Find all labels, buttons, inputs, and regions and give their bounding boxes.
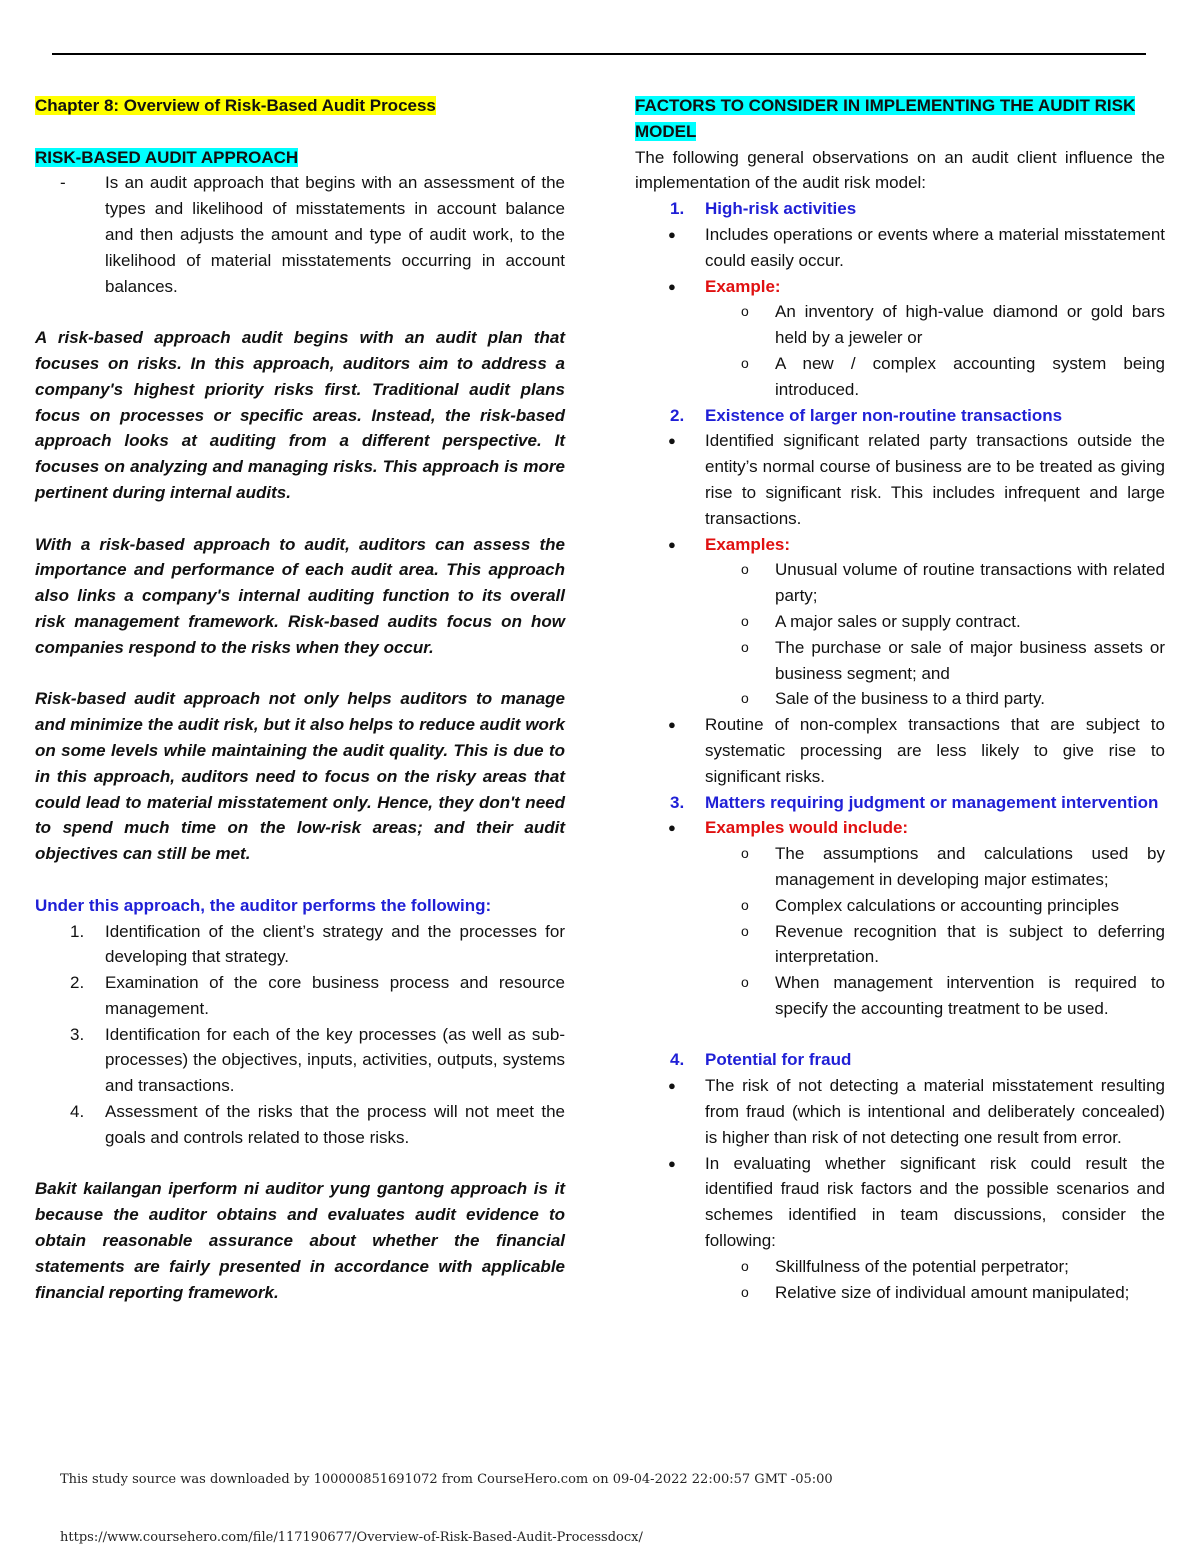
bullet-text: Includes operations or events where a material misstatement could easily occur.	[705, 224, 1165, 270]
circle-bullet-icon: o	[741, 561, 749, 578]
bullet-icon: ●	[668, 820, 676, 836]
bullet-icon: ●	[668, 226, 676, 242]
sub-bullet-item	[635, 970, 1165, 1022]
paragraph-risk-based-intro: A risk-based approach audit begins with an audit plan that focuses on risks. In this approach, auditors aim to address a company's highest priority risks first. Traditional audit plans focus on processes or specific areas. Instead, the risk-based approach looks at auditing from a different perspective. It focuses on analyzing and managing risks. This approach is more pertinent during internal audits.	[35, 328, 565, 502]
list-item	[35, 919, 565, 971]
bullet-item	[635, 815, 1165, 841]
sub-bullet-item	[635, 299, 1165, 351]
factor-title: Potential for fraud	[705, 1050, 852, 1070]
sub-bullet-item	[635, 841, 1165, 893]
paragraph-risk-based-benefits: Risk-based audit approach not only helps auditors to manage and minimize the audit risk, but it also helps to reduce audit work on some levels while maintaining the audit quality. This is due to in this approach, auditors need to focus on the risky areas that could lead to material misstatement only. Hence, they don't need to spend much time on the low-risk areas; and their audit objectives can still be met.	[35, 689, 565, 864]
sub-bullet-text: The assumptions and calculations used by management in developing major estimates;	[775, 844, 1165, 889]
sub-bullet-text: Sale of the business to a third party.	[775, 689, 1045, 709]
bullet-text: The risk of not detecting a material misstatement resulting from fraud (which is intentional and deliberately concealed) is higher than risk of not detecting one result from error.	[705, 1076, 1165, 1147]
factors-intro: The following general observations on an audit client influence the implementation of the audit risk model:	[635, 147, 1165, 193]
list-item-text: Identification of the client’s strategy and the processes for developing that strategy.	[105, 921, 565, 967]
chapter-title: Chapter 8: Overview of Risk-Based Audit Process	[35, 96, 436, 115]
sub-bullet-text: An inventory of high-value diamond or gold bars held by a jeweler or	[775, 302, 1165, 348]
circle-bullet-icon: o	[741, 1283, 749, 1300]
bullet-icon: ●	[668, 717, 676, 733]
bullet-icon: ●	[668, 1078, 676, 1094]
circle-bullet-icon: o	[741, 845, 749, 862]
bullet-text: Identified significant related party transactions outside the entity’s normal course of business are to be treated as giving rise to significant risk. This includes infrequent and large transactions.	[705, 431, 1165, 528]
factor-number: 4.	[670, 1050, 685, 1070]
bullet-item	[635, 222, 1165, 274]
circle-bullet-icon: o	[741, 1257, 749, 1274]
factors-heading: FACTORS TO CONSIDER IN IMPLEMENTING THE AUDIT RISK MODEL	[635, 96, 1136, 141]
left-column	[35, 93, 565, 1305]
source-url-link[interactable]: https://www.coursehero.com/file/117190677/Overview-of-Risk-Based-Audit-Processdocx/	[60, 1530, 643, 1545]
circle-bullet-icon: o	[741, 612, 749, 629]
definition-text: Is an audit approach that begins with an assessment of the types and likelihood of misstatements in account balance and then adjusts the amount and type of audit work, to the likelihood of material misstatements occurring in account balances.	[105, 173, 565, 296]
sub-bullet-text: Revenue recognition that is subject to deferring interpretation.	[775, 921, 1165, 967]
list-item-text: Assessment of the risks that the process will not meet the goals and controls related to those risks.	[105, 1102, 565, 1147]
factor-title: High-risk activities	[705, 199, 857, 219]
sub-bullet-text: Skillfulness of the potential perpetrator;	[775, 1256, 1069, 1276]
definition-item	[35, 170, 565, 299]
sub-bullet-item	[635, 1254, 1165, 1280]
sub-bullet-item	[635, 609, 1165, 635]
bullet-item	[635, 274, 1165, 300]
circle-bullet-icon: o	[741, 303, 749, 320]
factor-number: 3.	[670, 792, 685, 812]
sub-bullet-item	[635, 351, 1165, 403]
list-number: 3.	[70, 1024, 85, 1044]
sub-bullet-text: The purchase or sale of major business assets or business segment; and	[775, 637, 1165, 683]
sub-bullet-item	[635, 893, 1165, 919]
sub-bullet-text: Complex calculations or accounting principles	[775, 895, 1119, 915]
steps-heading: Under this approach, the auditor performs the following:	[35, 895, 492, 915]
bullet-icon: ●	[668, 1155, 676, 1171]
factor-title: Existence of larger non-routine transactions	[705, 405, 1063, 425]
sub-bullet-item	[635, 686, 1165, 712]
circle-bullet-icon: o	[741, 690, 749, 707]
dash-marker: -	[60, 173, 66, 193]
bullet-item	[635, 1073, 1165, 1150]
list-item	[35, 970, 565, 1022]
example-label: Examples would include:	[705, 818, 909, 838]
sub-bullet-text: A major sales or supply contract.	[775, 611, 1021, 631]
right-column	[635, 93, 1165, 1305]
list-item-text: Identification for each of the key processes (as well as sub-processes) the objectives, inputs, activities, outputs, systems and transactions.	[105, 1024, 565, 1096]
sub-bullet-item	[635, 1280, 1165, 1306]
section-title: RISK-BASED AUDIT APPROACH	[35, 147, 299, 167]
list-item	[35, 1022, 565, 1099]
bullet-icon: ●	[668, 536, 676, 552]
sub-bullet-item	[635, 635, 1165, 687]
list-number: 2.	[70, 973, 85, 993]
bullet-item	[635, 428, 1165, 531]
list-number: 4.	[70, 1102, 85, 1122]
circle-bullet-icon: o	[741, 354, 749, 371]
download-source-note: This study source was downloaded by 100000851691072 from CourseHero.com on 09-04-2022 22:00:57 GMT -05:00	[60, 1472, 833, 1487]
sub-bullet-item	[635, 919, 1165, 971]
factor-number: 1.	[670, 199, 685, 219]
bullet-text: Routine of non-complex transactions that are subject to systematic processing are less likely to give rise to significant risks.	[705, 715, 1165, 786]
circle-bullet-icon: o	[741, 638, 749, 655]
header-rule	[52, 53, 1146, 55]
paragraph-bakit: Bakit kailangan iperform ni auditor yung gantong approach is it because the auditor obtains and evaluates audit evidence to obtain reasonable assurance about whether the financial statements are fairly presented in accordance with applicable financial reporting framework.	[35, 1179, 565, 1302]
factor-heading	[635, 1047, 1165, 1073]
bullet-item	[635, 1151, 1165, 1254]
circle-bullet-icon: o	[741, 896, 749, 913]
list-item-text: Examination of the core business process and resource management.	[105, 973, 565, 1018]
list-item	[35, 1099, 565, 1151]
factor-heading	[635, 790, 1165, 816]
bullet-text: In evaluating whether significant risk could result the identified fraud risk factors and the possible scenarios and schemes identified in team discussions, consider the following:	[705, 1153, 1165, 1251]
list-number: 1.	[70, 921, 85, 941]
sub-bullet-text: Relative size of individual amount manipulated;	[775, 1282, 1130, 1302]
circle-bullet-icon: o	[741, 922, 749, 939]
example-label: Example:	[705, 276, 781, 296]
bullet-item	[635, 712, 1165, 789]
bullet-icon: ●	[668, 433, 676, 449]
circle-bullet-icon: o	[741, 974, 749, 991]
bullet-item	[635, 532, 1165, 558]
factor-heading	[635, 196, 1165, 222]
factor-number: 2.	[670, 405, 685, 425]
bullet-icon: ●	[668, 278, 676, 294]
sub-bullet-text: When management intervention is required to specify the accounting treatment to be used.	[775, 973, 1165, 1018]
sub-bullet-text: A new / complex accounting system being introduced.	[775, 353, 1165, 399]
factor-title: Matters requiring judgment or management intervention	[705, 792, 1159, 812]
sub-bullet-text: Unusual volume of routine transactions with related party;	[775, 560, 1165, 606]
paragraph-risk-based-assess: With a risk-based approach to audit, auditors can assess the importance and performance of each audit area. This approach also links a company's internal auditing function to its overall risk management framework. Risk-based audits focus on how companies respond to the risks when they occur.	[35, 534, 565, 657]
factor-heading	[635, 403, 1165, 429]
example-label: Examples:	[705, 534, 791, 554]
sub-bullet-item	[635, 557, 1165, 609]
